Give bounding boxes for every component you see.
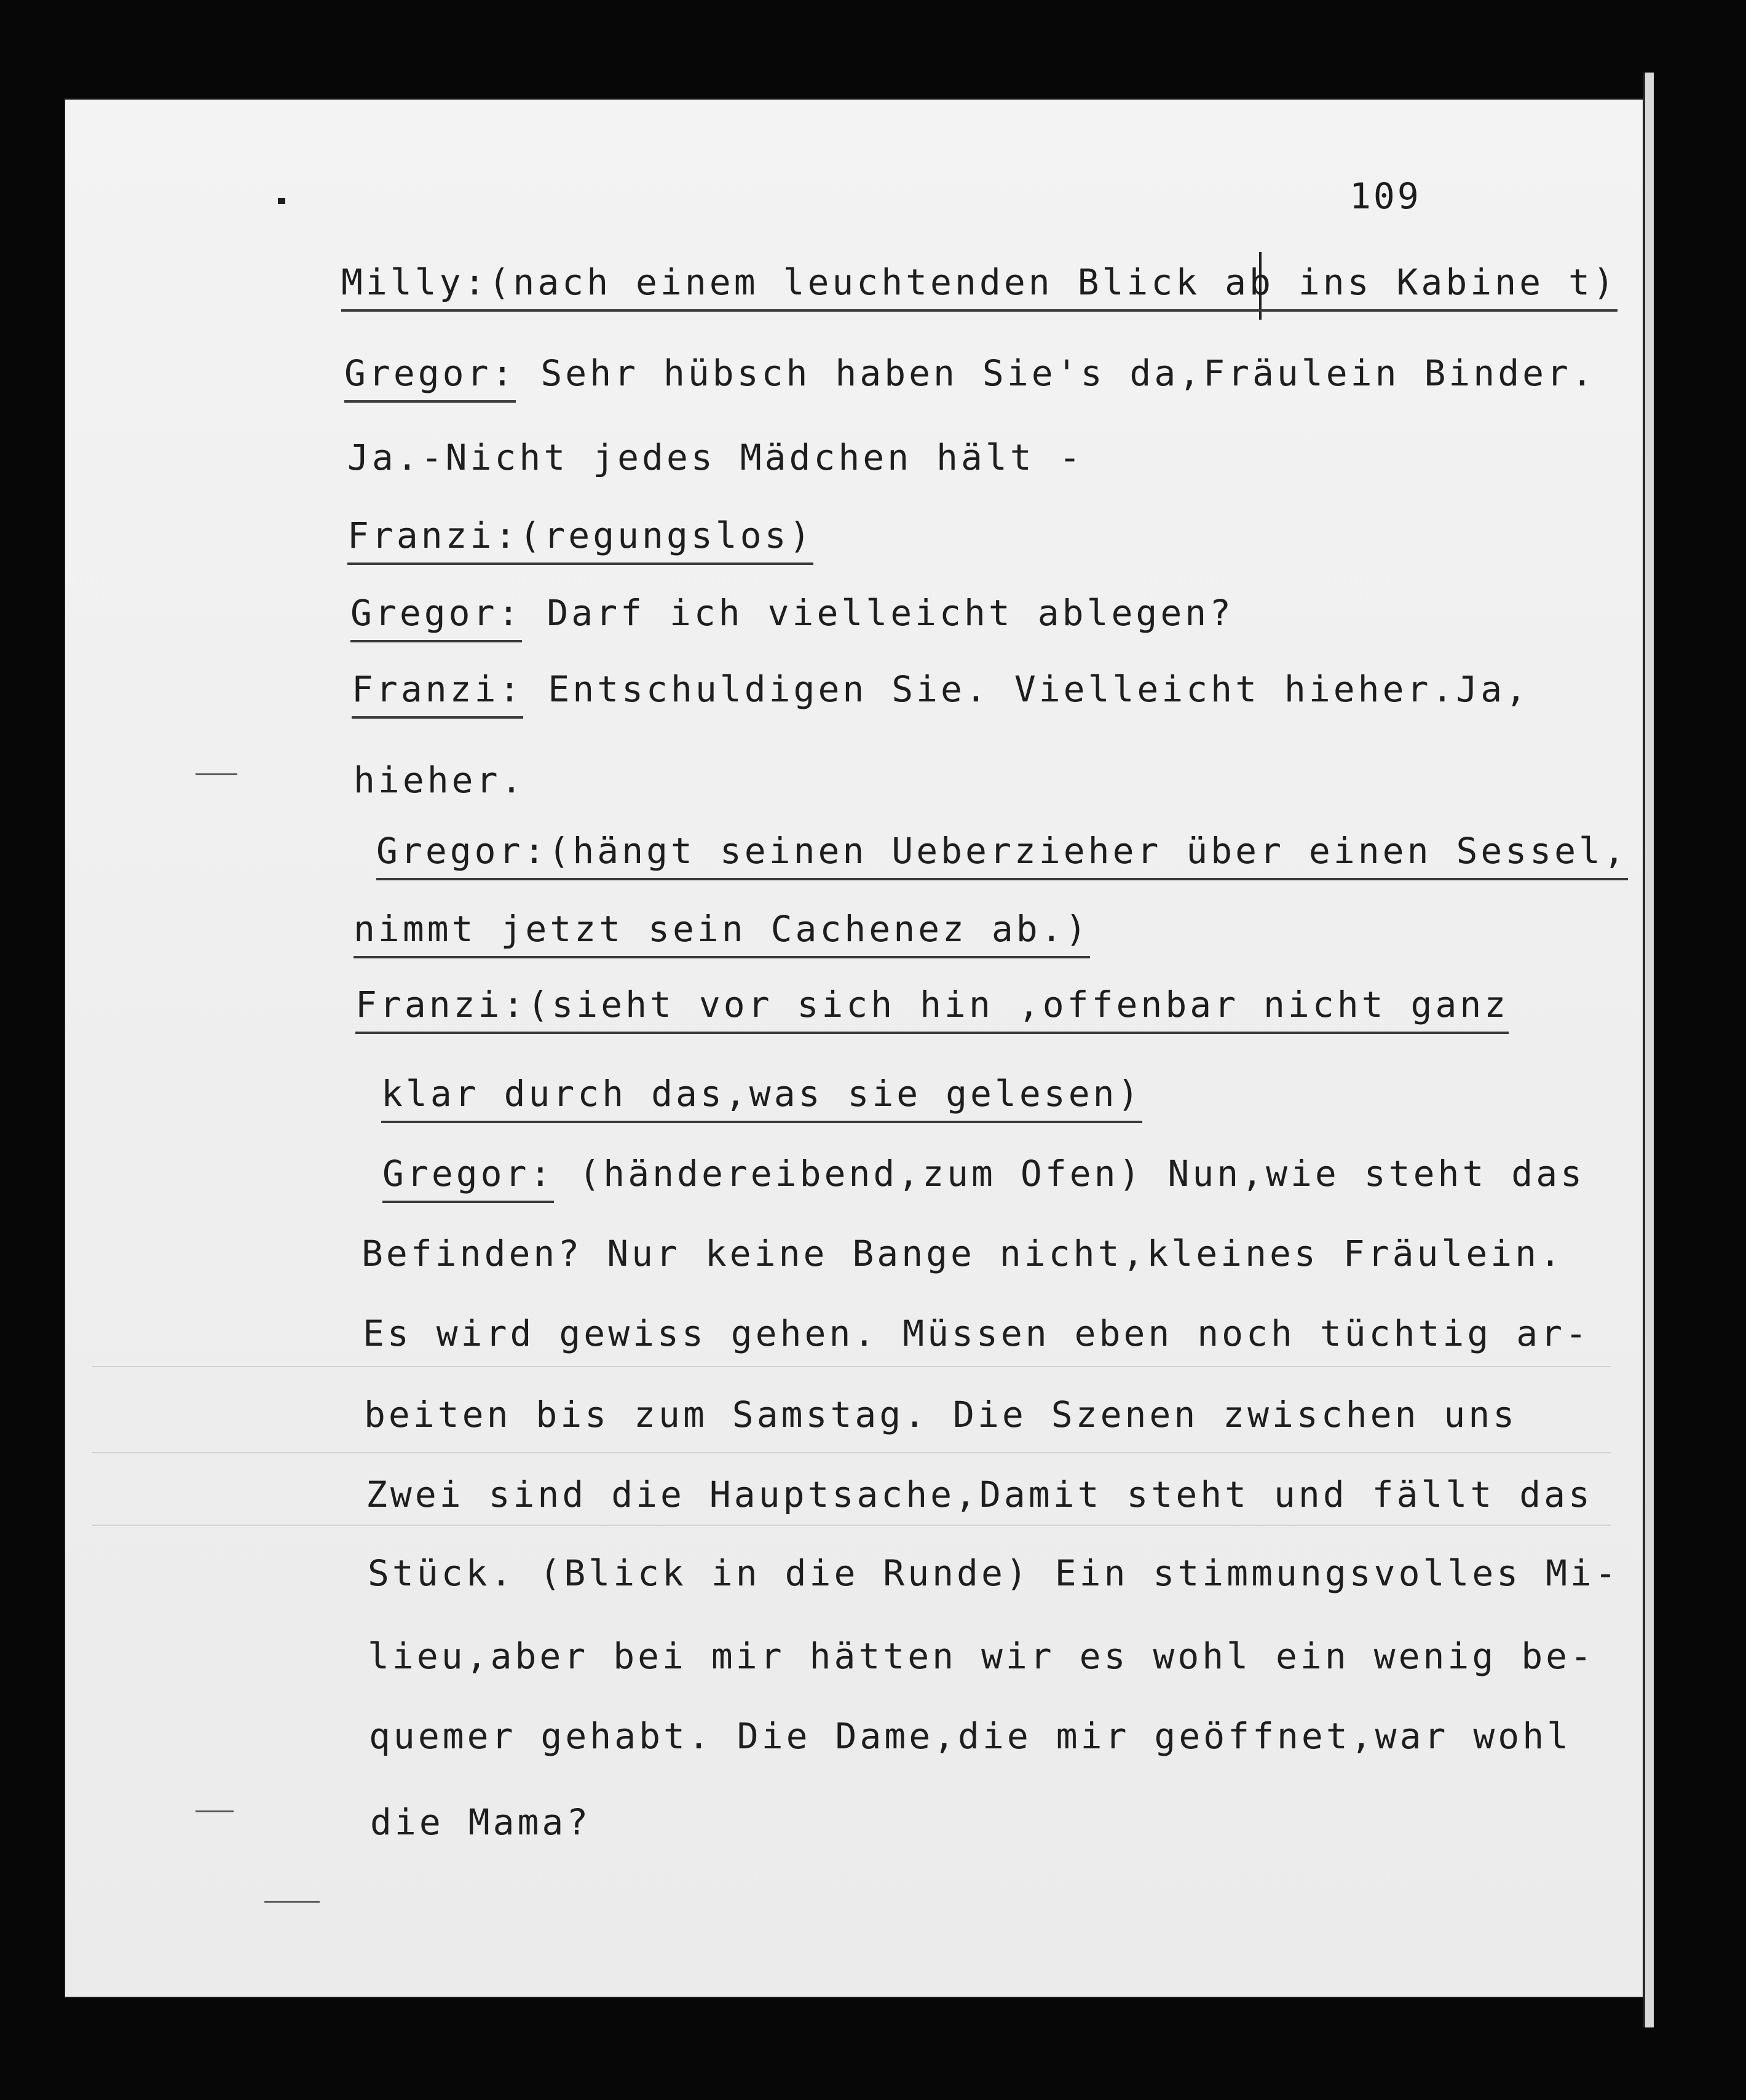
script-line [352, 668, 1530, 710]
script-line [344, 352, 1596, 394]
script-line [347, 436, 1084, 478]
script-line [363, 1312, 1590, 1354]
stage-direction: klar durch das,was sie gelesen) [381, 1073, 1142, 1123]
dialogue-text: Entschuldigen Sie. Vielleicht hieher.Ja, [523, 668, 1530, 710]
script-line [347, 515, 814, 556]
dialogue-text: beiten bis zum Samstag. Die Szenen zwischen uns [364, 1394, 1518, 1435]
dialogue-text: Darf ich vielleicht ablegen? [522, 592, 1234, 634]
dialogue-text: lieu,aber bei mir hätten wir es wohl ein wenig be- [368, 1635, 1595, 1677]
dialogue-text: quemer gehabt. Die Dame,die mir geöffnet,war wohl [369, 1715, 1572, 1757]
dialogue-text: Sehr hübsch haben Sie's da,Fräulein Binder. [516, 352, 1596, 394]
margin-tick [196, 1810, 234, 1812]
script-line [354, 908, 1090, 950]
ruled-line [92, 1452, 1611, 1453]
script-line [354, 759, 526, 801]
margin-tick [264, 1901, 320, 1903]
speaker-name: Gregor: [350, 592, 522, 642]
dialogue-text: Zwei sind die Hauptsache,Damit steht und fällt das [366, 1474, 1593, 1515]
script-line [369, 1715, 1572, 1757]
page-number: 109 [1349, 175, 1421, 217]
script-line [382, 1153, 1586, 1194]
speaker-name: Gregor: [376, 830, 548, 880]
stage-direction: (hängt seinen Ueberzieher über einen Sessel, [548, 830, 1627, 880]
script-line [381, 1073, 1142, 1115]
margin-tick [196, 773, 237, 775]
script-line [355, 984, 1509, 1025]
punch-mark [278, 198, 285, 204]
page-edge [1643, 73, 1654, 2027]
stage-direction: (nach einem leuchtenden Blick ab ins Kabine t) [489, 261, 1618, 312]
script-line [364, 1394, 1518, 1435]
speaker-name: Franzi: [355, 984, 527, 1034]
script-line [361, 1233, 1565, 1274]
dialogue-text: (händereibend,zum Ofen) Nun,wie steht das [554, 1153, 1586, 1194]
script-line [368, 1552, 1619, 1594]
dialogue-text: die Mama? [370, 1801, 591, 1843]
script-line [376, 830, 1628, 872]
script-line [341, 261, 1618, 303]
script-line [370, 1801, 591, 1843]
speaker-name: Milly: [341, 261, 489, 312]
dialogue-text: Stück. (Blick in die Runde) Ein stimmungsvolles Mi- [368, 1552, 1619, 1594]
script-line [366, 1474, 1593, 1515]
dialogue-text: Es wird gewiss gehen. Müssen eben noch tüchtig ar- [363, 1312, 1590, 1354]
speaker-name: Franzi: [352, 668, 523, 719]
speaker-name: Gregor: [344, 352, 516, 403]
ruled-line [92, 1366, 1611, 1367]
dialogue-text: Befinden? Nur keine Bange nicht,kleines Fräulein. [361, 1233, 1565, 1274]
speaker-name: Franzi: [347, 515, 519, 565]
stage-direction: (sieht vor sich hin ,offenbar nicht ganz [527, 984, 1509, 1034]
script-line [368, 1635, 1595, 1677]
stage-direction: nimmt jetzt sein Cachenez ab.) [354, 908, 1090, 958]
stage-direction: (regungslos) [519, 515, 813, 565]
dialogue-text: hieher. [354, 759, 526, 801]
speaker-name: Gregor: [382, 1153, 554, 1203]
dialogue-text: Ja.-Nicht jedes Mädchen hält - [347, 436, 1084, 478]
ruled-line [92, 1525, 1611, 1526]
script-line [350, 592, 1234, 634]
